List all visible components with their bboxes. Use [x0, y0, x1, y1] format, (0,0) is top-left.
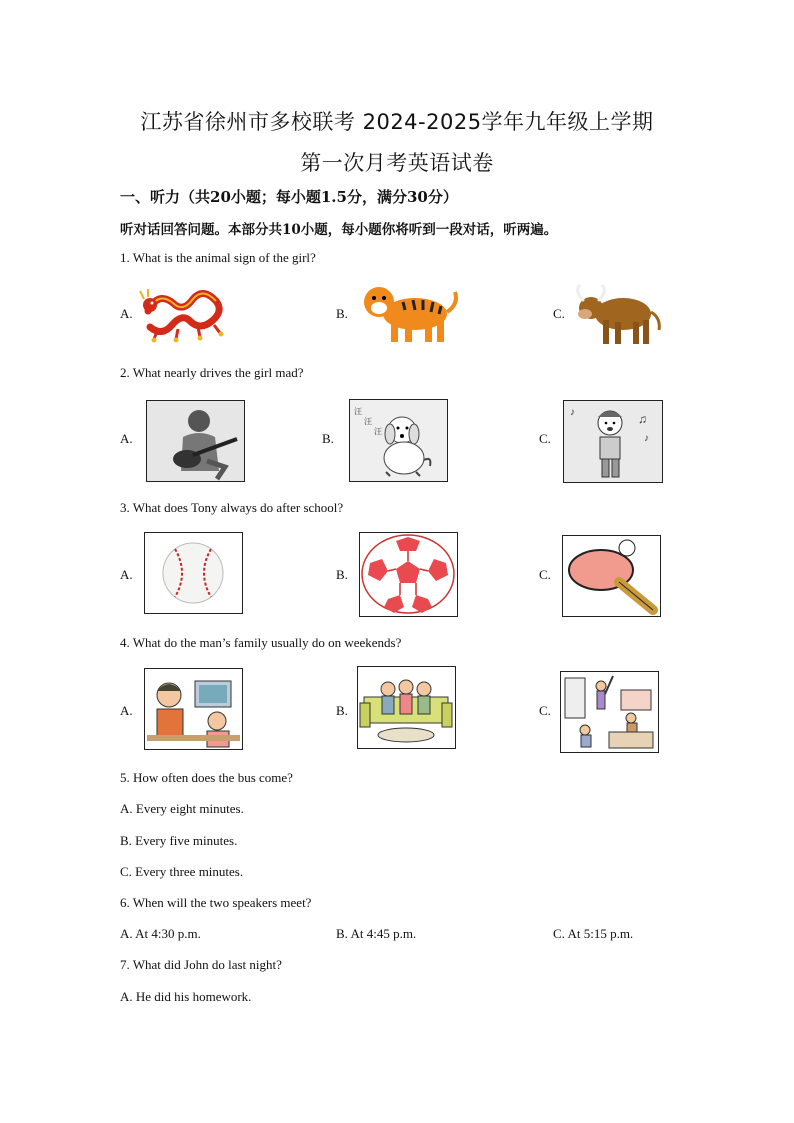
q7-option-a: A. He did his homework. — [120, 989, 252, 1004]
question-7: 7. What did John do last night? — [120, 957, 282, 972]
q6-option-c: C. At 5:15 p.m. — [553, 926, 634, 941]
baseball-icon — [144, 532, 243, 614]
q5-option-b: B. Every five minutes. — [120, 833, 238, 848]
dog-bark-text-3: 汪 — [374, 427, 382, 436]
q2-option-c-label: C. — [539, 431, 551, 446]
q3-option-c-label: C. — [539, 567, 551, 582]
instruction-text: 听对话回答问题。本部分共10小题，每小题你将听到一段对话，听两遍。 — [120, 222, 558, 238]
section-heading: 一、听力（共20小题；每小题1.5分，满分30分） — [120, 188, 458, 206]
dog-bark-text-1: 汪 — [354, 407, 362, 416]
tiger-icon — [355, 280, 465, 346]
question-2: 2. What nearly drives the girl mad? — [120, 365, 304, 380]
page-title-line1: 江苏省徐州市多校联考 2024-2025学年九年级上学期 — [140, 110, 654, 134]
q1-option-c-label: C. — [553, 306, 565, 321]
page-title-line2: 第一次月考英语试卷 — [300, 151, 494, 175]
video-chat-picture — [144, 668, 243, 750]
q1-option-a-label: A. — [120, 306, 133, 321]
question-5: 5. How often does the bus come? — [120, 770, 293, 785]
q5-option-c: C. Every three minutes. — [120, 864, 244, 879]
ox-icon — [573, 282, 665, 348]
q4-option-c-label: C. — [539, 703, 551, 718]
q3-option-a-label: A. — [120, 567, 133, 582]
cleaning-house-picture — [560, 671, 659, 753]
q4-option-a-label: A. — [120, 703, 133, 718]
soccer-ball-icon — [359, 532, 458, 617]
svg-text:♪: ♪ — [570, 407, 575, 418]
dog-bark-text-2: 汪 — [364, 417, 372, 426]
singing-boy-picture — [563, 400, 663, 483]
q4-option-b-label: B. — [336, 703, 348, 718]
question-4: 4. What do the man’s family usually do on weekends? — [120, 635, 402, 650]
q3-option-b-label: B. — [336, 567, 348, 582]
question-3: 3. What does Tony always do after school? — [120, 500, 344, 515]
question-6: 6. When will the two speakers meet? — [120, 895, 312, 910]
family-sofa-picture — [357, 666, 456, 749]
q2-option-b-label: B. — [322, 431, 334, 446]
q5-option-a: A. Every eight minutes. — [120, 801, 244, 816]
guitar-player-picture — [146, 400, 245, 482]
question-1: 1. What is the animal sign of the girl? — [120, 250, 316, 265]
ping-pong-icon — [562, 535, 661, 617]
svg-text:♫: ♫ — [638, 412, 647, 426]
q1-option-b-label: B. — [336, 306, 348, 321]
barking-dog-picture — [349, 399, 448, 482]
q6-option-a: A. At 4:30 p.m. — [120, 926, 201, 941]
svg-text:♪: ♪ — [644, 433, 649, 444]
dragon-icon — [138, 281, 230, 345]
q6-option-b: B. At 4:45 p.m. — [336, 926, 417, 941]
q2-option-a-label: A. — [120, 431, 133, 446]
